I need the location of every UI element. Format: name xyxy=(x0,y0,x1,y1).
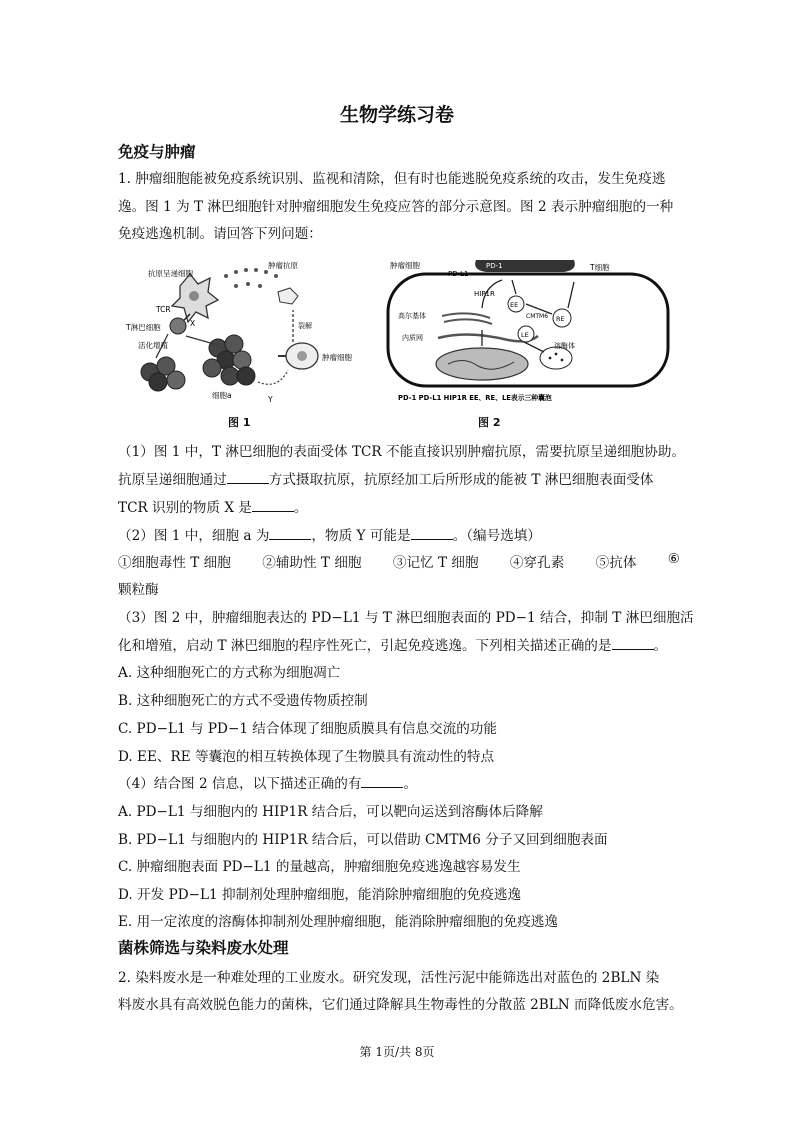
fig2-label-er: 内质网 xyxy=(402,334,423,342)
q1-sub4-choice-a: A. PD−L1 与细胞内的 HIP1R 结合后，可以靶向运送到溶酶体后降解 xyxy=(118,804,543,820)
figure-2-caption: 图 2 xyxy=(478,416,501,429)
q1-sub3-text-b: 。 xyxy=(653,638,668,654)
q2-line1: 2. 染料废水是一种难处理的工业废水。研究发现，活性污泥中能筛选出对蓝色的 2BLN 染 xyxy=(118,970,660,986)
option-6: ⑥ xyxy=(667,551,680,567)
fig2-legend: PD-1 PD-L1 HIP1R EE、RE、LE表示三种囊泡 xyxy=(398,394,552,402)
q1-sub1-text-d: 。 xyxy=(293,500,308,516)
q1-sub4-choice-c: C. 肿瘤细胞表面 PD−L1 的量越高，肿瘤细胞免疫逃逸越容易发生 xyxy=(118,859,521,875)
fig1-label-x: X xyxy=(190,319,196,328)
q1-sub3-choice-c: C. PD−L1 与 PD−1 结合体现了细胞质膜具有信息交流的功能 xyxy=(118,721,497,737)
fig1-label-apc: 抗原呈递细胞 xyxy=(148,269,193,278)
q1-sub3-line1: （3）图 2 中，肿瘤细胞表达的 PD−L1 与 T 淋巴细胞表面的 PD−1 结合，抑制 T 淋巴细胞活 xyxy=(118,610,694,626)
fig2-label-re: RE xyxy=(556,315,565,323)
fig1-label-antigen: 肿瘤抗原 xyxy=(268,261,298,270)
fig1-label-tumor: 肿瘤细胞 xyxy=(322,353,352,362)
figure-2 xyxy=(378,256,678,406)
option-6-continued: 颗粒酶 xyxy=(118,582,159,598)
q1-sub1-line1: （1）图 1 中，T 淋巴细胞的表面受体 TCR 不能直接识别肿瘤抗原，需要抗原呈递细胞协助。 xyxy=(118,444,686,460)
q2-line2: 料废水具有高效脱色能力的菌株，它们通过降解具生物毒性的分散蓝 2BLN 而降低废水危害。 xyxy=(118,997,683,1013)
answer-blank-2[interactable] xyxy=(252,499,294,512)
fig1-label-cell-a: 细胞a xyxy=(212,391,232,400)
fig1-label-tcr: TCR xyxy=(156,305,171,314)
fig2-label-le: LE xyxy=(521,331,529,339)
option-2: ②辅助性 T 细胞 xyxy=(262,555,362,571)
q1-sub3-line2 xyxy=(118,634,680,654)
option-4: ④穿孔素 xyxy=(509,555,565,571)
q1-sub4-text-a: （4）结合图 2 信息，以下描述正确的有 xyxy=(118,776,362,792)
fig2-label-hip1r: HIP1R xyxy=(474,290,495,298)
section-title-wastewater: 菌株筛选与染料废水处理 xyxy=(118,939,289,957)
q1-sub1-line2 xyxy=(118,468,680,488)
figure-1 xyxy=(118,256,363,406)
q1-sub4-text-b: 。 xyxy=(403,776,418,792)
q1-sub2-text-b: ，物质 Y 可能是 xyxy=(311,528,411,544)
answer-blank-4[interactable] xyxy=(411,527,453,540)
q1-sub2-line xyxy=(118,524,680,544)
fig2-label-tumor: 肿瘤细胞 xyxy=(390,261,420,270)
fig2-label-golgi: 高尔基体 xyxy=(398,312,426,320)
q1-sub4-choice-b: B. PD−L1 与细胞内的 HIP1R 结合后，可以借助 CMTM6 分子又回到细胞表面 xyxy=(118,832,608,848)
fig2-label-cmtm6: CMTM6 xyxy=(526,313,549,320)
q1-sub1-text-b: 方式摄取抗原，抗原经加工后所形成的能被 T 淋巴细胞表面受体 xyxy=(268,472,654,488)
q1-sub3-text-a: 化和增殖，启动 T 淋巴细胞的程序性死亡，引起免疫逃逸。下列相关描述正确的是 xyxy=(118,638,612,654)
fig2-label-pd1: PD-1 xyxy=(486,262,503,270)
option-3: ③记忆 T 细胞 xyxy=(392,555,479,571)
page-footer: 第 1页/共 8页 xyxy=(359,1045,435,1059)
q1-sub4-choice-d: D. 开发 PD−L1 抑制剂处理肿瘤细胞，能消除肿瘤细胞的免疫逃逸 xyxy=(118,887,522,903)
q1-sub3-choice-d: D. EE、RE 等囊泡的相互转换体现了生物膜具有流动性的特点 xyxy=(118,749,495,765)
q1-sub3-choice-a: A. 这种细胞死亡的方式称为细胞凋亡 xyxy=(118,665,341,681)
q1-sub1-text-a: 抗原呈递细胞通过 xyxy=(118,472,227,488)
fig2-label-ee: EE xyxy=(510,301,519,309)
figure-1-caption: 图 1 xyxy=(228,416,251,429)
q1-sub1-text-c: TCR 识别的物质 X 是 xyxy=(118,500,252,516)
q1-sub4-line xyxy=(118,772,680,792)
question-1-stem: 1. 肿瘤细胞能被免疫系统识别、监视和清除，但有时也能逃脱免疫系统的攻击，发生免疫逃逸。图 1 为 T 淋巴细胞针对肿瘤细胞发生免疫应答的部分示意图。图 2 表示肿瘤细胞的一种免疫逃逸机制。请回答下列问题： xyxy=(118,171,674,242)
fig1-label-y: Y xyxy=(268,395,273,404)
answer-blank-6[interactable] xyxy=(361,775,403,788)
option-5: ⑤抗体 xyxy=(595,555,637,571)
page-title: 生物学练习卷 xyxy=(339,104,454,126)
fig1-label-activate: 活化增殖 xyxy=(138,341,168,350)
answer-blank-5[interactable] xyxy=(612,637,654,650)
answer-blank-3[interactable] xyxy=(269,527,311,540)
q1-sub3-choice-b: B. 这种细胞死亡的方式不受遗传物质控制 xyxy=(118,693,368,709)
answer-blank-1[interactable] xyxy=(227,471,269,484)
figure-1-diagram xyxy=(118,256,363,406)
figure-2-diagram xyxy=(378,256,678,406)
fig1-label-tcell: T淋巴细胞 xyxy=(126,323,161,332)
section-title-immunity: 免疫与肿瘤 xyxy=(118,143,196,161)
q1-sub1-line3 xyxy=(118,496,680,516)
q1-sub2-text-c: 。（编号选填） xyxy=(452,528,541,544)
q1-sub2-options xyxy=(118,551,680,571)
fig2-label-tcell: T细胞 xyxy=(590,263,610,272)
option-1: ①细胞毒性 T 细胞 xyxy=(118,555,231,571)
q1-sub4-choice-e: E. 用一定浓度的溶酶体抑制剂处理肿瘤细胞，能消除肿瘤细胞的免疫逃逸 xyxy=(118,914,558,930)
q1-sub2-text-a: （2）图 1 中，细胞 a 为 xyxy=(118,528,270,544)
fig2-label-lysosome: 溶酶体 xyxy=(554,342,575,350)
fig1-label-release: 裂解 xyxy=(298,322,312,330)
fig2-label-pdl1: PD-L1 xyxy=(448,270,469,278)
